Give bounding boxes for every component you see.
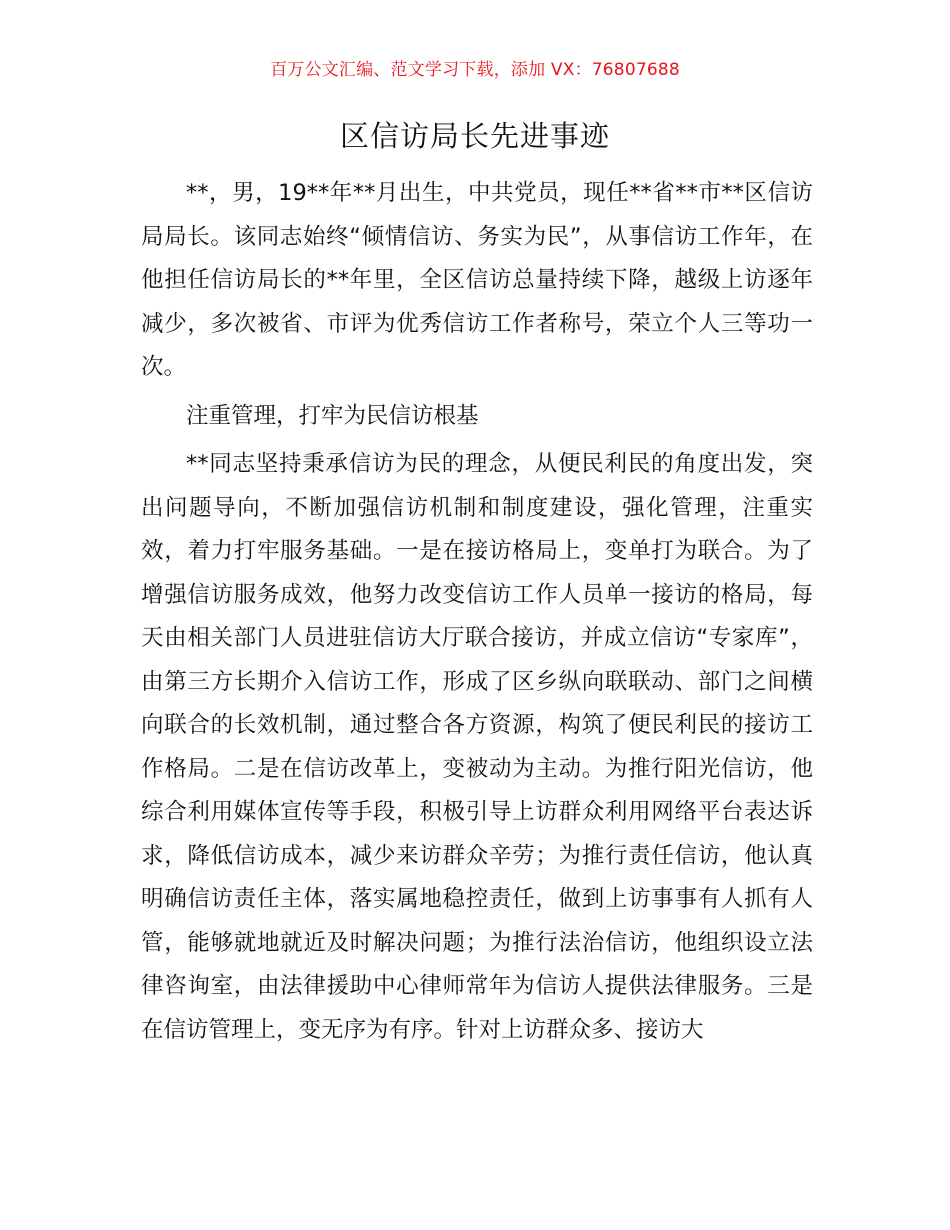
document-body	[141, 172, 813, 1052]
section-heading: 注重管理，打牢为民信访根基	[186, 402, 479, 429]
body-paragraph: **同志坚持秉承信访为民的理念，从便民利民的角度出发，突出问题导向，不断加强信访机制和制度建设，强化管理，注重实效，着力打牢服务基础。一是在接访格局上，变单打为联合。为了增强信访服务成效，他努力改变信访工作人员单一接访的格局，每天由相关部门人员进驻信访大厅联合接访，并成立信访“专家库”，由第三方长期介入信访工作，形成了区乡纵向联联动、部门之间横向联合的长效机制，通过整合各方资源，构筑了便民利民的接访工作格局。二是在信访改革上，变被动为主动。为推行阳光信访，他综合利用媒体宣传等手段，积极引导上访群众利用网络平台表达诉求，降低信访成本，减少来访群众辛劳；为推行责任信访，他认真明确信访责任主体，落实属地稳控责任，做到上访事事有人抓有人管，能够就地就近及时解决问题；为推行法治信访，他组织设立法律咨询室，由法律援助中心律师常年为信访人提供法律服务。三是在信访管理上，变无序为有序。针对上访群众多、接访大	[141, 451, 813, 1043]
intro-paragraph: **，男，19**年**月出生，中共党员，现任**省**市**区信访局局长。该同志始终“倾情信访、务实为民”，从事信访工作年，在他担任信访局长的**年里，全区信访总量持续下降，越级上访逐年减少，多次被省、市评为优秀信访工作者称号，荣立个人三等功一次。	[141, 180, 813, 380]
page-title: 区信访局长先进事迹	[339, 119, 610, 153]
header-banner: 百万公文汇编、范文学习下载，添加 VX：76807688	[270, 60, 680, 80]
